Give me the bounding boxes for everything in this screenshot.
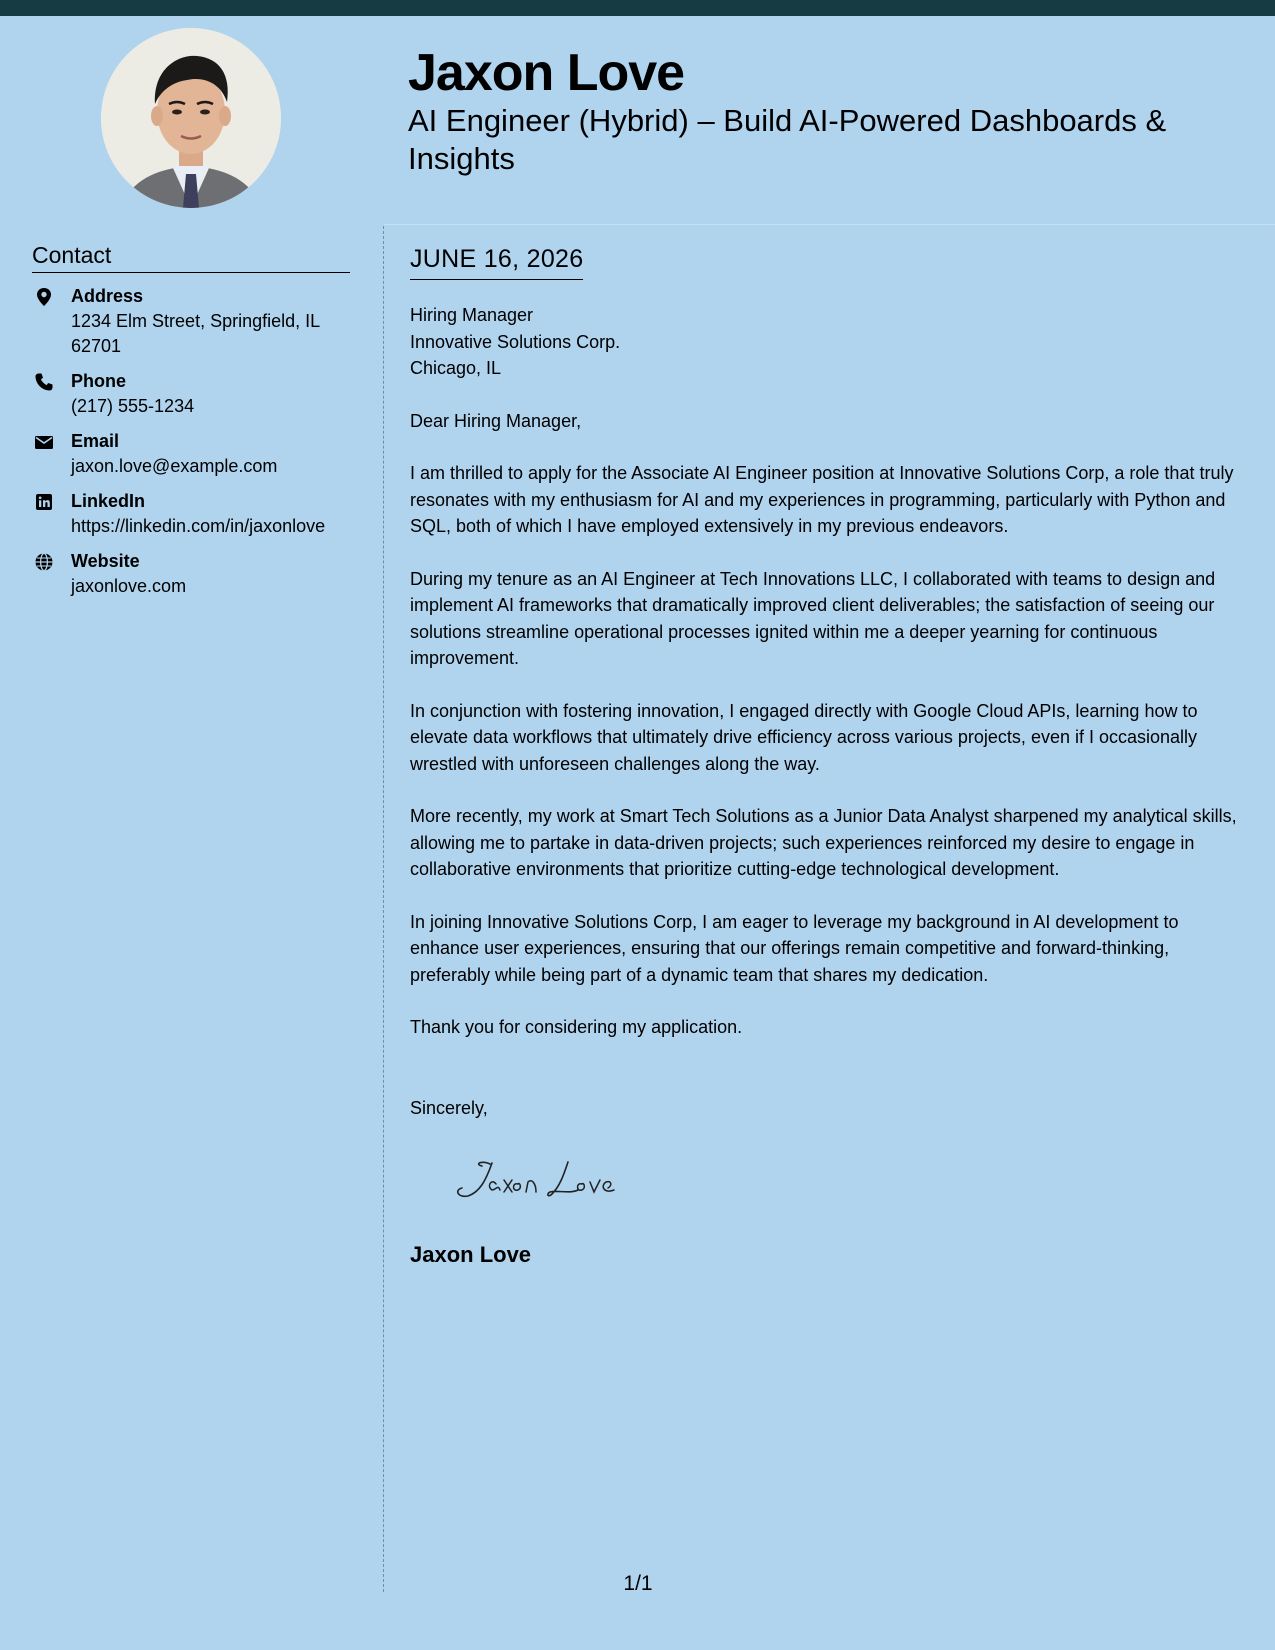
top-bar: [0, 0, 1275, 16]
map-pin-icon: [34, 287, 54, 307]
recipient-line: Innovative Solutions Corp.: [410, 331, 621, 352]
contact-label: LinkedIn: [71, 491, 146, 511]
contact-label: Address: [71, 286, 144, 306]
contact-item-address: [32, 284, 362, 359]
recipient-line: Chicago, IL: [410, 358, 502, 378]
signed-name: Jaxon Love: [410, 1242, 532, 1267]
signature-image: [452, 1150, 632, 1210]
letter-body: [410, 302, 1250, 1041]
recipient-block: [410, 302, 1250, 382]
contact-item-website: [32, 549, 362, 599]
letter-paragraph: More recently, my work at Smart Tech Solutions as a Junior Data Analyst sharpened my analytical skills, allowing me to partake in data-driven projects; such experiences reinforced my desire to engage in collaborative environments that prioritize cutting-edge technological development.: [410, 806, 1237, 879]
letter-paragraph: I am thrilled to apply for the Associate AI Engineer position at Innovative Solutions Corp, a role that truly resonates with my enthusiasm for AI and my experiences in programming, particularly with Python and SQL, both of which I have employed extensively in my previous endeavors.: [410, 463, 1234, 536]
contact-value[interactable]: https://linkedin.com/in/jaxonlove: [71, 516, 326, 536]
header-divider: [384, 224, 1275, 225]
page-number: 1/1: [623, 1572, 653, 1595]
letter-date: JUNE 16, 2026: [410, 243, 583, 280]
recipient-line: Hiring Manager: [410, 305, 534, 325]
contact-list: [32, 284, 362, 609]
letter-paragraph: Thank you for considering my application.: [410, 1017, 743, 1037]
envelope-icon: [34, 432, 54, 452]
applicant-name: Jaxon Love: [408, 44, 685, 102]
contact-value[interactable]: jaxonlove.com: [71, 576, 187, 596]
contact-section-title: Contact: [32, 240, 350, 273]
contact-value: (217) 555-1234: [71, 396, 195, 416]
profile-photo: [101, 28, 281, 208]
letter-paragraph: In joining Innovative Solutions Corp, I am eager to leverage my background in AI development to enhance user experiences, ensuring that our offerings remain competitive and forward-thinking, preferably while being part of a dynamic team that shares my dedication.: [410, 911, 1179, 985]
letter-paragraph: In conjunction with fostering innovation, I engaged directly with Google Cloud APIs, learning how to elevate data workflows that ultimately drive efficiency across various projects, even if I occasionally wrestled with unforeseen challenges along the way.: [410, 700, 1198, 774]
contact-item-linkedin: [32, 489, 362, 539]
contact-item-phone: [32, 369, 362, 419]
contact-label: Website: [71, 551, 140, 571]
letter-paragraph: During my tenure as an AI Engineer at Tech Innovations LLC, I collaborated with teams to design and implement AI frameworks that dramatically improved client deliverables; the satisfaction of seeing our solutions streamline operational processes ignited within me a deeper yearning for continuous improvement.: [410, 568, 1216, 668]
linkedin-icon: [34, 492, 54, 512]
contact-value[interactable]: jaxon.love@example.com: [71, 456, 278, 476]
contact-item-email: [32, 429, 362, 479]
contact-label: Phone: [71, 371, 127, 391]
phone-icon: [34, 372, 54, 392]
globe-icon: [34, 552, 54, 572]
closing: Sincerely,: [410, 1098, 488, 1118]
contact-value: 1234 Elm Street, Springfield, IL 62701: [71, 311, 320, 356]
contact-label: Email: [71, 431, 120, 451]
greeting: Dear Hiring Manager,: [410, 410, 582, 431]
column-divider: [383, 226, 384, 1592]
job-title-subtitle: AI Engineer (Hybrid) – Build AI-Powered Dashboards & Insights: [408, 103, 1167, 176]
